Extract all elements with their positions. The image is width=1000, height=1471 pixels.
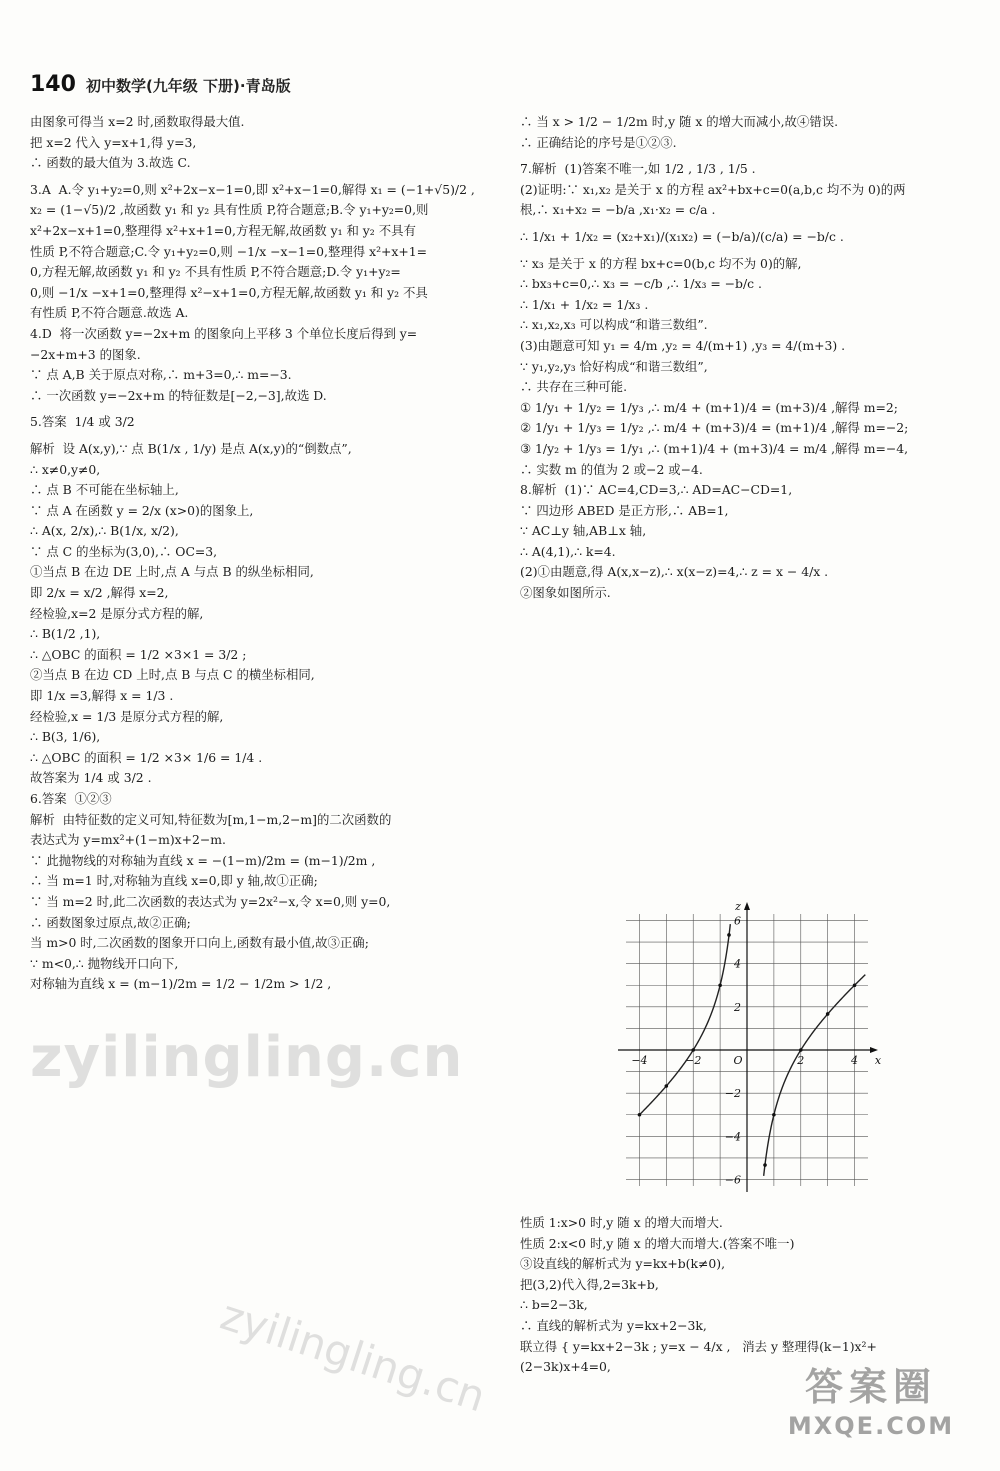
left-column: [30, 112, 500, 995]
corner-logo-domain: MXQE.COM: [787, 1412, 955, 1440]
curve-point: [665, 1084, 669, 1088]
text-line: 把 x=2 代入 y=x+1,得 y=3,: [30, 134, 197, 150]
text-line: ∴ 正确结论的序号是①②③.: [520, 134, 677, 150]
curve-point: [727, 933, 731, 937]
text-line: 即 1/x =3,解得 x = 1/3 .: [30, 688, 174, 704]
x-tick-label: −2: [685, 1054, 702, 1067]
text-line: ∵ 当 m=2 时,此二次函数的表达式为 y=2x²−x,令 x=0,则 y=0,: [30, 893, 391, 909]
z-axis-label: z: [735, 900, 741, 913]
text-line: 0,方程无解,故函数 y₁ 和 y₂ 不具有性质 P,不符合题意;D.令 y₁+y₂=: [30, 264, 401, 280]
text-line: ∴ bx₃+c=0,∴ x₃ = −c/b ,∴ 1/x₃ = −b/c .: [520, 276, 762, 292]
text-line: 0,则 −1/x −x+1=0,整理得 x²−x+1=0,方程无解,故函数 y₁ 和 y₂ 不具: [30, 284, 428, 300]
text-line: ∴ B(1/2 ,1),: [30, 626, 101, 642]
curve-point: [763, 1163, 767, 1167]
text-line: 5.答案 1/4 或 3/2: [30, 414, 135, 430]
page-number: 140: [30, 72, 76, 97]
page-header: [30, 72, 970, 102]
text-line: 6.答案 ①②③: [30, 791, 112, 806]
text-line: 由图象可得当 x=2 时,函数取得最大值.: [30, 114, 245, 129]
text-line: (2)①由题意,得 A(x,x−z),∴ x(x−z)=4,∴ z = x − 4/x .: [520, 564, 829, 580]
text-line: ∴ A(4,1),∴ k=4.: [520, 543, 616, 559]
right-column: [520, 112, 960, 604]
text-line: 对称轴为直线 x = (m−1)/2m = 1/2 − 1/2m > 1/2 ,: [30, 976, 332, 992]
text-line: 根,∴ x₁+x₂ = −b/a ,x₁·x₂ = c/a .: [520, 202, 716, 218]
curve-point: [853, 983, 857, 987]
text-line: ∴ △OBC 的面积 = 1/2 ×3× 1/6 = 1/4 .: [30, 749, 263, 765]
text-line: ∵ AC⊥y 轴,AB⊥x 轴,: [520, 523, 647, 539]
z-tick-label: −2: [724, 1087, 741, 1101]
z-tick-label: 2: [734, 1000, 741, 1014]
text-line: ③设直线的解析式为 y=kx+b(k≠0),: [520, 1256, 726, 1272]
text-line: x₂ = (1−√5)/2 ,故函数 y₁ 和 y₂ 具有性质 P,符合题意;B.令 y₁+y₂=0,则: [30, 202, 429, 218]
z-tick-label: 4: [734, 957, 741, 971]
text-line: 解析 由特征数的定义可知,特征数为[m,1−m,2−m]的二次函数的: [30, 811, 392, 827]
z-tick-label: −4: [724, 1130, 741, 1144]
text-line: (3)由题意可知 y₁ = 4/m ,y₂ = 4/(m+1) ,y₃ = 4/(m+3) .: [520, 337, 846, 353]
text-line: ∵ 点 A 在函数 y = 2/x (x>0)的图象上,: [30, 502, 254, 518]
text-line: 有性质 P,不符合题意.故选 A.: [30, 305, 189, 321]
text-line: 3.A A.令 y₁+y₂=0,则 x²+2x−x−1=0,即 x²+x−1=0,解得 x₁ = (−1+√5)/2 ,: [30, 181, 475, 197]
origin-label: O: [733, 1054, 743, 1067]
text-line: ∴ 函数图象过原点,故②正确;: [30, 914, 191, 930]
text-line: −2x+m+3 的图象.: [30, 346, 141, 362]
text-line: ∴ B(3, 1/6),: [30, 729, 101, 745]
text-line: ∴ b=2−3k,: [520, 1297, 588, 1313]
text-line: ∴ 直线的解析式为 y=kx+2−3k,: [520, 1317, 707, 1333]
curve-branch-right: [764, 975, 866, 1176]
text-line: ∵ 此抛物线的对称轴为直线 x = −(1−m)/2m = (m−1)/2m ,: [30, 852, 376, 868]
text-line: 故答案为 1/4 或 3/2 .: [30, 770, 152, 786]
text-line: ∵ 四边形 ABED 是正方形,∴ AB=1,: [520, 502, 729, 518]
text-line: x²+2x−x+1=0,整理得 x²+x+1=0,方程无解,故函数 y₁ 和 y₂ 不具有: [30, 222, 416, 238]
text-line: ②图象如图所示.: [520, 585, 611, 601]
text-line: ∵ m<0,∴ 抛物线开口向下,: [30, 955, 179, 971]
text-line: ∴ △OBC 的面积 = 1/2 ×3×1 = 3/2 ;: [30, 646, 247, 662]
text-line: 表达式为 y=mx²+(1−m)x+2−m.: [30, 832, 226, 848]
x-axis-label: x: [874, 1054, 882, 1067]
text-line: 7.解析 (1)答案不唯一,如 1/2 , 1/3 , 1/5 .: [520, 161, 756, 177]
text-line: ∴ 1/x₁ + 1/x₂ = (x₂+x₁)/(x₁x₂) = (−b/a)/(c/a) = −b/c .: [520, 228, 844, 244]
z-tick-label: −6: [724, 1173, 741, 1187]
curve-point: [826, 1012, 830, 1016]
text-line: 联立得 { y=kx+2−3k ; y=x − 4/x , 消去 y 整理得(k−1)x²+(2−3k)x+4=0,: [520, 1338, 877, 1375]
text-line: 当 m>0 时,二次函数的图象开口向上,函数有最小值,故③正确;: [30, 935, 369, 951]
text-line: ∴ 当 m=1 时,对称轴为直线 x=0,即 y 轴,故①正确;: [30, 873, 318, 889]
z-axis-arrow: [744, 902, 750, 910]
text-line: ∴ 函数的最大值为 3.故选 C.: [30, 155, 191, 171]
text-line: 4.D 将一次函数 y=−2x+m 的图象向上平移 3 个单位长度后得到 y=: [30, 325, 418, 341]
text-line: ∴ x≠0,y≠0,: [30, 461, 101, 477]
text-line: 即 2/x = x/2 ,解得 x=2,: [30, 585, 169, 601]
text-line: ∴ 一次函数 y=−2x+m 的特征数是[−2,−3],故选 D.: [30, 387, 327, 403]
x-tick-label: 4: [851, 1054, 859, 1067]
text-line: ② 1/y₁ + 1/y₃ = 1/y₂ ,∴ m/4 + (m+3)/4 = (m+1)/4 ,解得 m=−2;: [520, 420, 909, 436]
curve-branch-left: [639, 924, 730, 1115]
x-tick-label: −4: [631, 1054, 648, 1067]
text-line: ① 1/y₁ + 1/y₂ = 1/y₃ ,∴ m/4 + (m+1)/4 = (m+3)/4 ,解得 m=2;: [520, 399, 898, 415]
x-axis-arrow: [870, 1047, 878, 1053]
corner-logo-title: 答案圈: [804, 1365, 937, 1409]
text-line: 经检验,x=2 是原分式方程的解,: [30, 605, 204, 621]
watermark-text: zyilingling.cn: [30, 1025, 464, 1090]
graph-svg: [612, 900, 882, 1200]
text-line: 性质 1:x>0 时,y 随 x 的增大而增大.: [520, 1215, 723, 1230]
text-line: ∴ A(x, 2/x),∴ B(1/x, x/2),: [30, 523, 179, 539]
text-line: ③ 1/y₂ + 1/y₃ = 1/y₁ ,∴ (m+1)/4 + (m+3)/4 = m/4 ,解得 m=−4,: [520, 440, 909, 456]
text-line: ∵ 点 A,B 关于原点对称,∴ m+3=0,∴ m=−3.: [30, 367, 292, 383]
text-line: ∵ 点 C 的坐标为(3,0),∴ OC=3,: [30, 543, 218, 559]
curve-point: [718, 983, 722, 987]
curve-point: [638, 1113, 642, 1117]
text-line: ∴ 共存在三种可能.: [520, 379, 628, 395]
text-line: 解析 设 A(x,y),∵ 点 B(1/x , 1/y) 是点 A(x,y)的“倒数点”,: [30, 440, 352, 456]
text-line: 性质 2:x<0 时,y 随 x 的增大而增大.(答案不唯一): [520, 1235, 795, 1251]
text-line: 性质 P,不符合题意;C.令 y₁+y₂=0,则 −1/x −x−1=0,整理得 x²+x+1=: [30, 243, 428, 259]
text-line: ∵ y₁,y₂,y₃ 恰好构成“和谐三数组”,: [520, 358, 708, 374]
text-line: 经检验,x = 1/3 是原分式方程的解,: [30, 708, 224, 724]
text-line: 8.解析 (1)∵ AC=4,CD=3,∴ AD=AC−CD=1,: [520, 482, 793, 498]
right-column-continued: [520, 1213, 960, 1378]
text-line: ∵ x₃ 是关于 x 的方程 bx+c=0(b,c 均不为 0)的解,: [520, 255, 802, 271]
curve-point: [772, 1113, 776, 1117]
text-line: ∴ 点 B 不可能在坐标轴上,: [30, 482, 179, 498]
corner-watermark-logo: [766, 1363, 976, 1455]
curve-point: [799, 1048, 803, 1052]
text-line: ∴ 1/x₁ + 1/x₂ = 1/x₃ .: [520, 296, 649, 312]
curve-point: [691, 1048, 695, 1052]
text-line: ①当点 B 在边 DE 上时,点 A 与点 B 的纵坐标相同,: [30, 564, 314, 580]
text-line: ∴ 实数 m 的值为 2 或−2 或−4.: [520, 461, 703, 477]
text-line: ∴ 当 x > 1/2 − 1/2m 时,y 随 x 的增大而减小,故④错误.: [520, 114, 839, 129]
function-graph: [612, 900, 882, 1200]
book-title: 初中数学(九年级 下册)·青岛版: [85, 77, 291, 95]
text-line: (2)证明:∵ x₁,x₂ 是关于 x 的方程 ax²+bx+c=0(a,b,c 均不为 0)的两: [520, 181, 906, 197]
x-tick-label: 2: [797, 1054, 805, 1067]
text-line: ②当点 B 在边 CD 上时,点 B 与点 C 的横坐标相同,: [30, 667, 315, 683]
z-tick-label: 6: [734, 914, 741, 928]
watermark-diagonal: zyilingling.cn: [214, 1290, 492, 1422]
text-line: ∴ x₁,x₂,x₃ 可以构成“和谐三数组”.: [520, 317, 708, 333]
text-line: 把(3,2)代入得,2=3k+b,: [520, 1276, 659, 1292]
